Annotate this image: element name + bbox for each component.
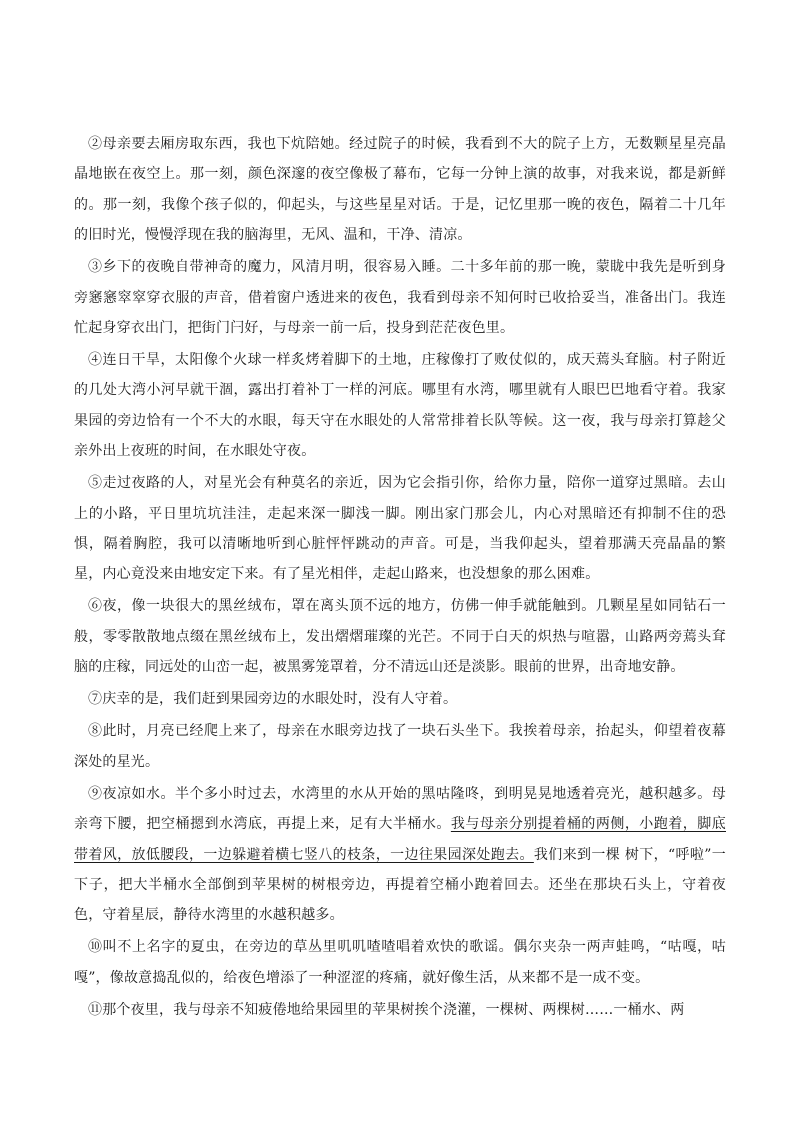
paragraph-7: ⑦庆幸的是，我们赶到果园旁边的水眼处时，没有人守着。 xyxy=(88,691,458,708)
paragraph-9-text-before: ⑨夜凉如水。半个多小时过去，水湾里的水从开始的黑咕隆咚，到明晃晃地透着亮光，越积越多。母亲弯下腰，把空桶摁到水湾底，再提上来，足有大半桶水。 xyxy=(74,785,726,833)
paragraph-5: ⑤走过夜路的人，对星光会有种莫名的亲近，因为它会指引你，给你力量，陪你一道穿过黑暗。去山上的小路，平日里坑坑洼洼，走起来深一脚浅一脚。刚出家门那会儿，内心对黑暗还有抑制不住的恐惧，隔着胸腔，我可以清晰地听到心脏怦怦跳动的声音。可是，当我仰起头，望着那满天亮晶晶的繁星，内心竟没来由地安定下来。有了星光相伴，走起山路来，也没想象的那么困难。 xyxy=(74,475,726,583)
paragraph-9 xyxy=(74,779,726,931)
paragraph-9-text-after: 我们来到一棵 树下，“呼啦”一下子，把大半桶水全部倒到苹果树的树根旁边，再提着空桶小跑着回去。还坐在那块石头上，守着夜色，守着星辰，静待水湾里的水越积越多。 xyxy=(74,846,726,924)
paragraph-8: ⑧此时，月亮已经爬上来了，母亲在水眼旁边找了一块石头坐下。我挨着母亲，抬起头，仰望着夜幕深处的星光。 xyxy=(74,723,726,770)
paragraph-4: ④连日干旱，太阳像个火球一样炙烤着脚下的土地，庄稼像打了败仗似的，成天蔫头耷脑。村子附近的几处大湾小河早就干涸，露出打着补丁一样的河底。哪里有水湾，哪里就有人眼巴巴地看守着。我家果园的旁边恰有一个不大的水眼，每天守在水眼处的人常常排着长队等候。这一夜，我与母亲打算趁父亲外出上夜班的时间，在水眼处守夜。 xyxy=(74,352,726,460)
paragraph-11: ⑪那个夜里，我与母亲不知疲倦地给果园里的苹果树挨个浇灌，一棵树、两棵树……一桶水、两 xyxy=(88,1001,685,1018)
paragraph-10: ⑩叫不上名字的夏虫，在旁边的草丛里叽叽喳喳唱着欢快的歌谣。偶尔夹杂一两声蛙鸣，“咕嘎，咕嘎”，像故意捣乱似的，给夜色增添了一种涩涩的疼痛，就好像生活，从来都不是一成不变。 xyxy=(74,939,726,986)
paragraph-2: ②母亲要去厢房取东西，我也下炕陪她。经过院子的时候，我看到不大的院子上方，无数颗星星亮晶晶地嵌在夜空上。那一刻，颜色深邃的夜空像极了幕布，它每一分钟上演的故事，对我来说，都是新鲜的。那一刻，我像个孩子似的，仰起头，与这些星星对话。于是，记忆里那一晚的夜色，隔着二十几年的旧时光，慢慢浮现在我的脑海里，无风、温和，干净、清凉。 xyxy=(74,136,726,244)
underlined-sentence: 我与母亲分别提着桶的两侧，小跑着，脚底带着风，放低腰段，一边躲避着横七竖八的枝条，一边往果园深处跑去。 xyxy=(74,816,726,863)
paragraph-6: ⑥夜，像一块很大的黑丝绒布，罩在离头顶不远的地方，仿佛一伸手就能触到。几颗星星如同钻石一般，零零散散地点缀在黑丝绒布上，发出熠熠璀璨的光芒。不同于白天的炽热与喧嚣，山路两旁蔫头耷脑的庄稼，同远处的山峦一起，被黑雾笼罩着，分不清远山还是淡影。眼前的世界，出奇地安静。 xyxy=(74,598,726,676)
essay-body xyxy=(74,129,726,1027)
paragraph-3: ③乡下的夜晚自带神奇的魔力，风清月明，很容易入睡。二十多年前的那一晚，蒙眬中我先是听到身旁窸窸窣窣穿衣服的声音，借着窗户透进来的夜色，我看到母亲不知何时已收拾妥当，准备出门。我连忙起身穿衣出门，把街门闩好，与母亲一前一后，投身到茫茫夜色里。 xyxy=(74,259,726,337)
